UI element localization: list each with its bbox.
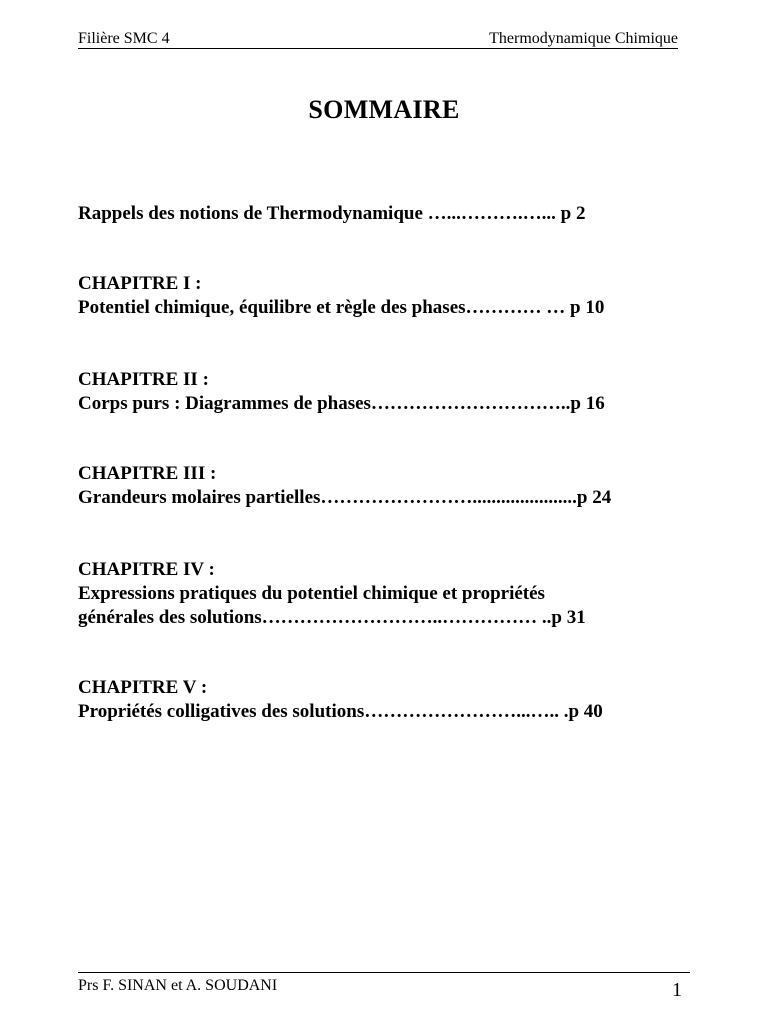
chapter-label: CHAPITRE I : <box>78 273 202 294</box>
header-subject: Thermodynamique Chimique <box>489 30 678 47</box>
chapter-title-line: Corps purs : Diagrammes de phases…………………………..p 16 <box>78 393 605 414</box>
toc-entry-chapter-4 <box>78 558 586 630</box>
chapter-title-line: Propriétés colligatives des solutions……………………...….. .p 40 <box>78 701 603 722</box>
toc-entry-chapter-1 <box>78 272 604 320</box>
chapter-label: CHAPITRE II : <box>78 369 209 390</box>
toc-entry-chapter-2 <box>78 368 605 416</box>
page-footer <box>78 972 690 1001</box>
page-header <box>78 30 678 49</box>
header-course: Filière SMC 4 <box>78 30 170 47</box>
page-number: 1 <box>672 979 682 1001</box>
chapter-title-line: Potentiel chimique, équilibre et règle des phases………… … p 10 <box>78 297 605 318</box>
toc-intro-line: Rappels des notions de Thermodynamique …...……….…... p 2 <box>78 203 586 224</box>
chapter-label: CHAPITRE III : <box>78 463 217 484</box>
chapter-title-line: Grandeurs molaires partielles……………………......................p 24 <box>78 487 612 508</box>
toc-entry-chapter-5 <box>78 676 603 724</box>
toc-entry-intro <box>78 202 585 226</box>
chapter-title-line: Expressions pratiques du potentiel chimique et propriétés <box>78 583 545 604</box>
chapter-label: CHAPITRE IV : <box>78 559 215 580</box>
chapter-label: CHAPITRE V : <box>78 677 208 698</box>
footer-authors: Prs F. SINAN et A. SOUDANI <box>78 977 278 994</box>
page-title: SOMMAIRE <box>308 95 460 124</box>
toc-entry-chapter-3 <box>78 462 611 510</box>
chapter-title-line: générales des solutions………………………..…………… ..p 31 <box>78 607 586 628</box>
